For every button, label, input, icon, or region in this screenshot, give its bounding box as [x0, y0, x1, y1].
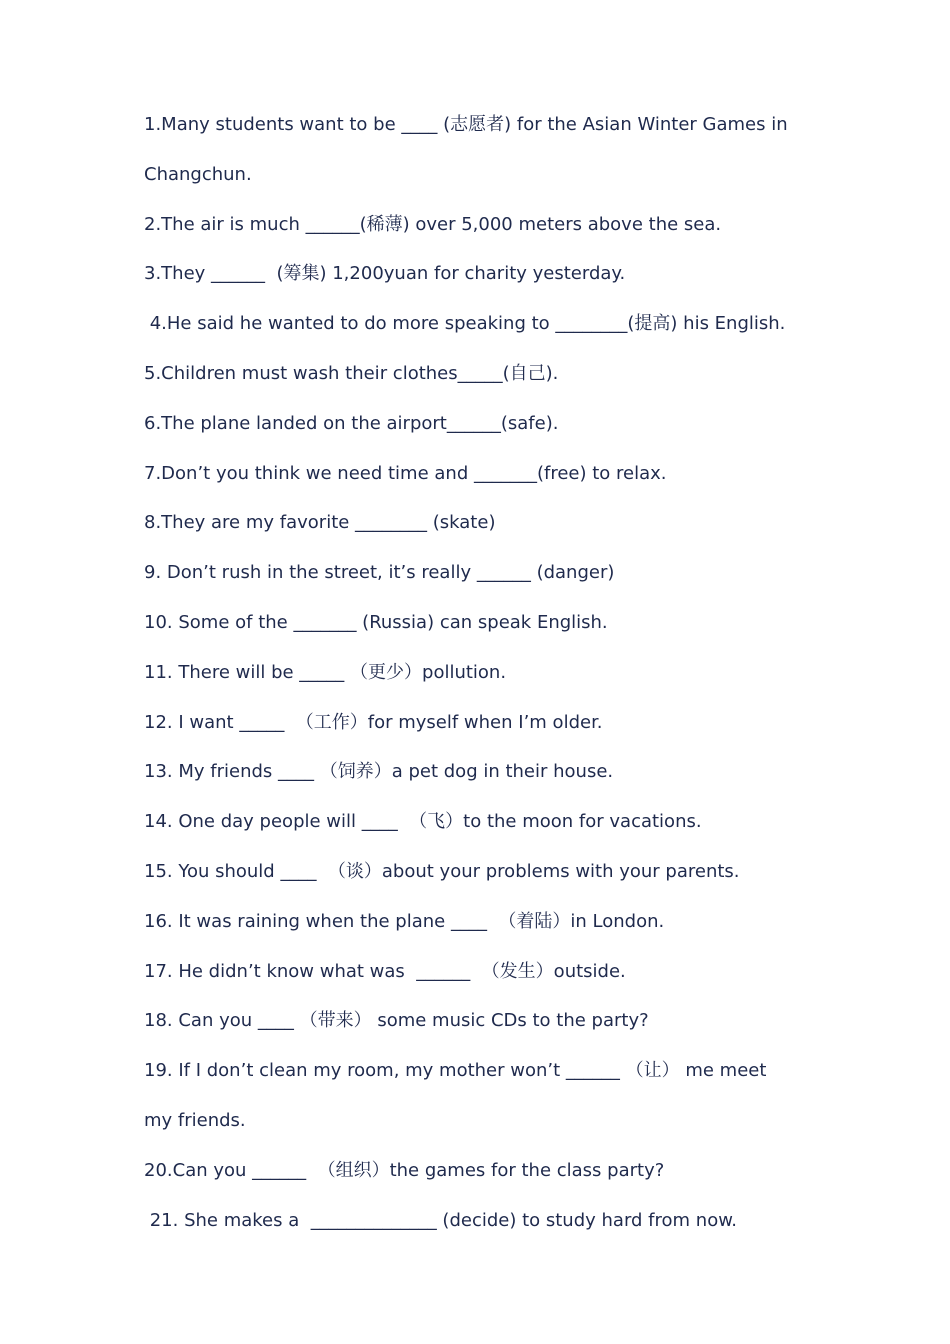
text-line: 7.Don’t you think we need time and _______(free) to relax. [144, 462, 667, 484]
text-line: my friends. [144, 1109, 246, 1131]
text-line: 6.The plane landed on the airport______(safe). [144, 412, 559, 434]
text-line: 16. It was raining when the plane ____ （着陆）in London. [144, 910, 665, 932]
text-line: 8.They are my favorite ________ (skate) [144, 512, 496, 534]
text-line: 1.Many students want to be ____ (志愿者) for the Asian Winter Games in [144, 114, 788, 135]
text-line: 2.The air is much ______(稀薄) over 5,000 meters above the sea. [144, 213, 722, 235]
text-line: 12. I want _____ （工作）for myself when I’m older. [144, 711, 603, 733]
text-line: Changchun. [144, 163, 252, 185]
text-line: 10. Some of the _______ (Russia) can speak English. [144, 611, 608, 633]
text-line: 9. Don’t rush in the street, it’s really ______ (danger) [144, 562, 615, 584]
text-line: 4.He said he wanted to do more speaking to ________(提高) his English. [144, 313, 786, 335]
text-line: 14. One day people will ____ （飞）to the moon for vacations. [144, 811, 702, 833]
text-line: 21. She makes a ______________ (decide) to study hard from now. [144, 1209, 738, 1231]
text-line: 5.Children must wash their clothes_____(自己). [144, 362, 559, 384]
text-line: 15. You should ____ （谈）about your problems with your parents. [144, 860, 740, 882]
text-line: 19. If I don’t clean my room, my mother won’t ______ （让） me meet [144, 1060, 767, 1082]
text-line: 18. Can you ____ （带来） some music CDs to the party? [144, 1010, 649, 1032]
exercise-list [144, 105, 814, 1250]
text-line: 11. There will be _____ （更少）pollution. [144, 661, 507, 683]
text-line: 20.Can you ______ （组织）the games for the class party? [144, 1159, 665, 1181]
text-line: 13. My friends ____ （饲养）a pet dog in their house. [144, 761, 614, 783]
text-line: 17. He didn’t know what was ______ （发生）outside. [144, 960, 626, 982]
text-line: 3.They ______ (筹集) 1,200yuan for charity yesterday. [144, 263, 626, 285]
